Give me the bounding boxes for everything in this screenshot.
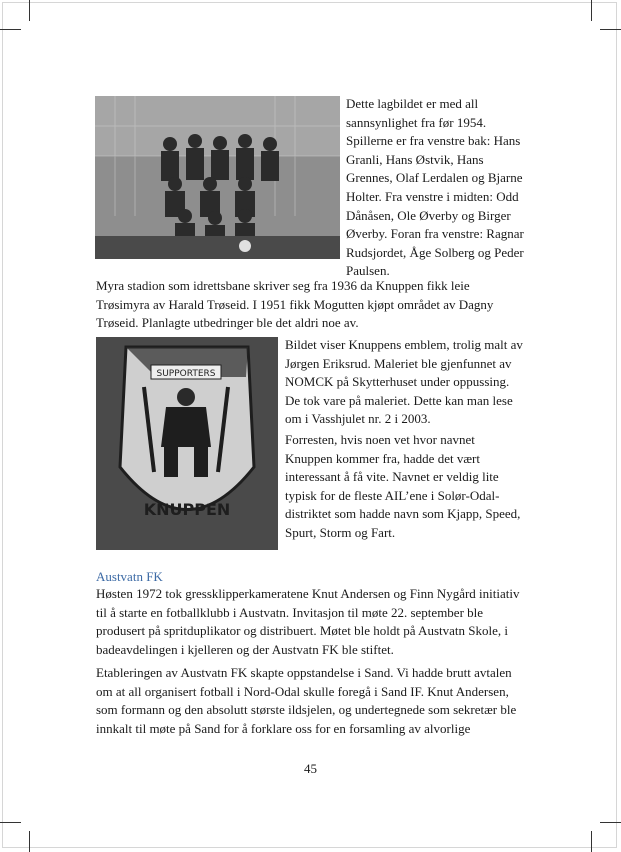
crop-mark-top-right-h: [600, 29, 621, 30]
emblem-banner-text: SUPPORTERS: [156, 369, 216, 379]
team-photo-illustration: [95, 96, 340, 259]
paragraph-austvatn-founding: Høsten 1972 tok gressklipperkameratene Knut Andersen og Finn Nygård initiativ til å starte en fotballklubb i Austvatn. Invitasjon til møte 22. september ble produsert på spritduplikator og distribuert. Møtet ble holdt på Austvatn Skole, i badeavdelingen i kjelleren og der Austvatn FK ble stiftet.: [96, 586, 520, 657]
team-photo: [95, 96, 340, 259]
section-heading-austvatn: Austvatn FK: [96, 569, 163, 584]
emblem-photo: [96, 337, 278, 550]
paragraph-myra-stadion: Myra stadion som idrettsbane skriver seg fra 1936 da Knuppen fikk leie Trøsimyra av Harald Trøseid. I 1951 fikk Mogutten kjøpt området av Dagny Trøseid. Planlagte utbedringer ble det aldri noe av.: [96, 278, 494, 331]
paragraph-austvatn-controversy: Etableringen av Austvatn FK skapte oppstandelse i Sand. Vi hadde brutt avtalen om at all organisert fotball i Nord-Odal skulle foregå i Sand IF. Knut Andersen, som formann og den absolutt største ildsjelen, og undertegnede som sekretær ble innkalt til møte på Sand for å forklare oss for en forsamling av alvorlige: [96, 665, 517, 736]
emblem-club-name: KNUPPEN: [143, 500, 231, 519]
paragraph-name-origin: Forresten, hvis noen vet hvor navnet Knuppen kommer fra, hadde det vært interessant å få vite. Navnet er veldig lite typisk for de fleste AIL’ene i Solør-Odal-distriktet som hadde navn som Kjapp, Speed, Spurt, Storm og Fart.: [285, 432, 521, 540]
crop-mark-bottom-right-v: [591, 831, 592, 852]
crop-mark-bottom-left-v: [29, 831, 30, 852]
caption-team-photo: Dette lagbildet er med all sannsynlighet fra før 1954. Spillerne er fra venstre bak: Hans Granli, Hans Østvik, Hans Grennes, Olaf Lerdalen og Bjarne Holter. Fra venstre i midten: Odd Dånåsen, Ole Øverby og Birger Øverby. Foran fra venstre: Ragnar Rudsjordet, Åge Solberg og Peder Paulsen.: [346, 96, 524, 279]
crop-mark-bottom-right-h: [600, 822, 621, 823]
crop-mark-bottom-left-h: [0, 822, 21, 823]
crop-mark-top-right-v: [591, 0, 592, 21]
crop-mark-top-left-h: [0, 29, 21, 30]
caption-emblem: Bildet viser Knuppens emblem, trolig malt av Jørgen Eriksrud. Maleriet ble gjenfunnet av NOMCK på Skytterhuset under oppussing. De tok vare på maleriet. Dette kan man lese om i Vasshjulet nr. 2 i 2003.: [285, 337, 523, 427]
page-number: 45: [304, 761, 317, 776]
emblem-illustration: [96, 337, 278, 550]
crop-mark-top-left-v: [29, 0, 30, 21]
